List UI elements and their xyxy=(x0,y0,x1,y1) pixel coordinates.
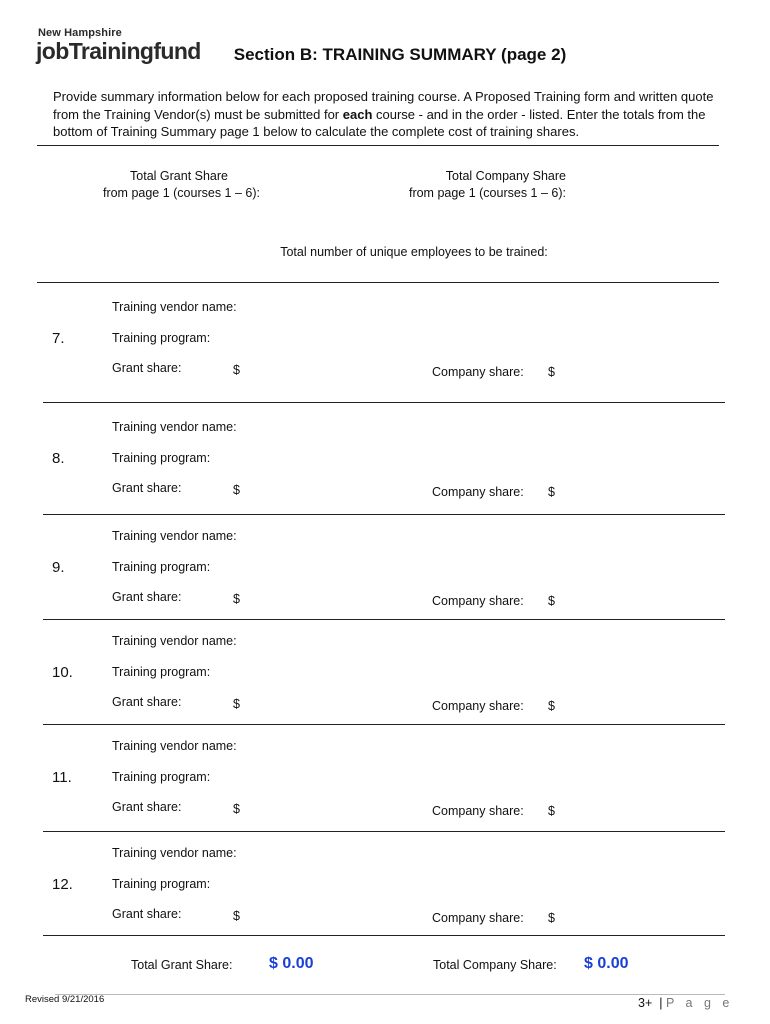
company-share-label: Company share: xyxy=(432,699,524,713)
course-divider xyxy=(43,619,725,620)
course-divider xyxy=(43,724,725,725)
grant-share-label: Grant share: xyxy=(112,481,182,495)
company-share-label: Company share: xyxy=(432,485,524,499)
vendor-name-label: Training vendor name: xyxy=(112,846,237,860)
course-number: 12. xyxy=(52,876,73,893)
grant-share-currency: $ xyxy=(233,697,240,711)
company-share-label: Company share: xyxy=(432,365,524,379)
course-number: 9. xyxy=(52,559,65,576)
vendor-name-label: Training vendor name: xyxy=(112,529,237,543)
header-divider xyxy=(37,145,719,146)
course-number: 7. xyxy=(52,330,65,347)
page-number: 3+ | P a g e xyxy=(638,996,734,1010)
total-grant-share-label: Total Grant Share: xyxy=(131,958,233,972)
company-share-label: Company share: xyxy=(432,911,524,925)
vendor-name-label: Training vendor name: xyxy=(112,300,237,314)
footer-divider xyxy=(55,994,725,995)
grant-total-label: Total Grant Share from page 1 (courses 1 – 6): xyxy=(102,169,260,200)
company-share-currency: $ xyxy=(548,485,555,499)
vendor-name-label: Training vendor name: xyxy=(112,634,237,648)
unique-employees-label: Total number of unique employees to be trained: xyxy=(280,245,548,259)
logo-state-name: New Hampshire xyxy=(38,27,122,39)
revision-date: Revised 9/21/2016 xyxy=(25,994,105,1005)
grant-share-currency: $ xyxy=(233,483,240,497)
course-number: 8. xyxy=(52,450,65,467)
training-program-label: Training program: xyxy=(112,331,211,345)
training-program-label: Training program: xyxy=(112,560,211,574)
grant-share-currency: $ xyxy=(233,592,240,606)
course-number: 10. xyxy=(52,664,73,681)
course-divider xyxy=(43,935,725,936)
course-divider xyxy=(43,831,725,832)
intro-paragraph: Provide summary information below for each proposed training course. A Proposed Training form and written quote from the Training Vendor(s) must be submitted for each course - and in the order - listed. Enter the totals from the bottom of Training Summary page 1 below to calculate the complete cost of training shares. xyxy=(53,89,714,139)
grant-share-currency: $ xyxy=(233,802,240,816)
grant-share-currency: $ xyxy=(233,363,240,377)
company-share-label: Company share: xyxy=(432,594,524,608)
training-program-label: Training program: xyxy=(112,770,211,784)
total-company-share-value: $ 0.00 xyxy=(584,955,629,972)
company-share-currency: $ xyxy=(548,804,555,818)
logo-wordmark: jobTrainingfund xyxy=(36,38,201,64)
total-company-share-label: Total Company Share: xyxy=(433,958,557,972)
page-title: Section B: TRAINING SUMMARY (page 2) xyxy=(233,45,567,64)
training-program-label: Training program: xyxy=(112,665,211,679)
company-share-currency: $ xyxy=(548,699,555,713)
grant-share-label: Grant share: xyxy=(112,361,182,375)
training-program-label: Training program: xyxy=(112,877,211,891)
company-share-currency: $ xyxy=(548,911,555,925)
grant-share-label: Grant share: xyxy=(112,695,182,709)
course-divider xyxy=(43,402,725,403)
training-program-label: Training program: xyxy=(112,451,211,465)
grant-share-label: Grant share: xyxy=(112,907,182,921)
vendor-name-label: Training vendor name: xyxy=(112,739,237,753)
grant-share-label: Grant share: xyxy=(112,590,182,604)
company-share-currency: $ xyxy=(548,594,555,608)
total-grant-share-value: $ 0.00 xyxy=(269,955,314,972)
vendor-name-label: Training vendor name: xyxy=(112,420,237,434)
grant-share-currency: $ xyxy=(233,909,240,923)
company-share-label: Company share: xyxy=(432,804,524,818)
grant-share-label: Grant share: xyxy=(112,800,182,814)
company-total-label: Total Company Share from page 1 (courses 1 – 6): xyxy=(408,169,566,200)
totals-divider xyxy=(37,282,719,283)
course-divider xyxy=(43,514,725,515)
company-share-currency: $ xyxy=(548,365,555,379)
course-number: 11. xyxy=(52,769,72,786)
